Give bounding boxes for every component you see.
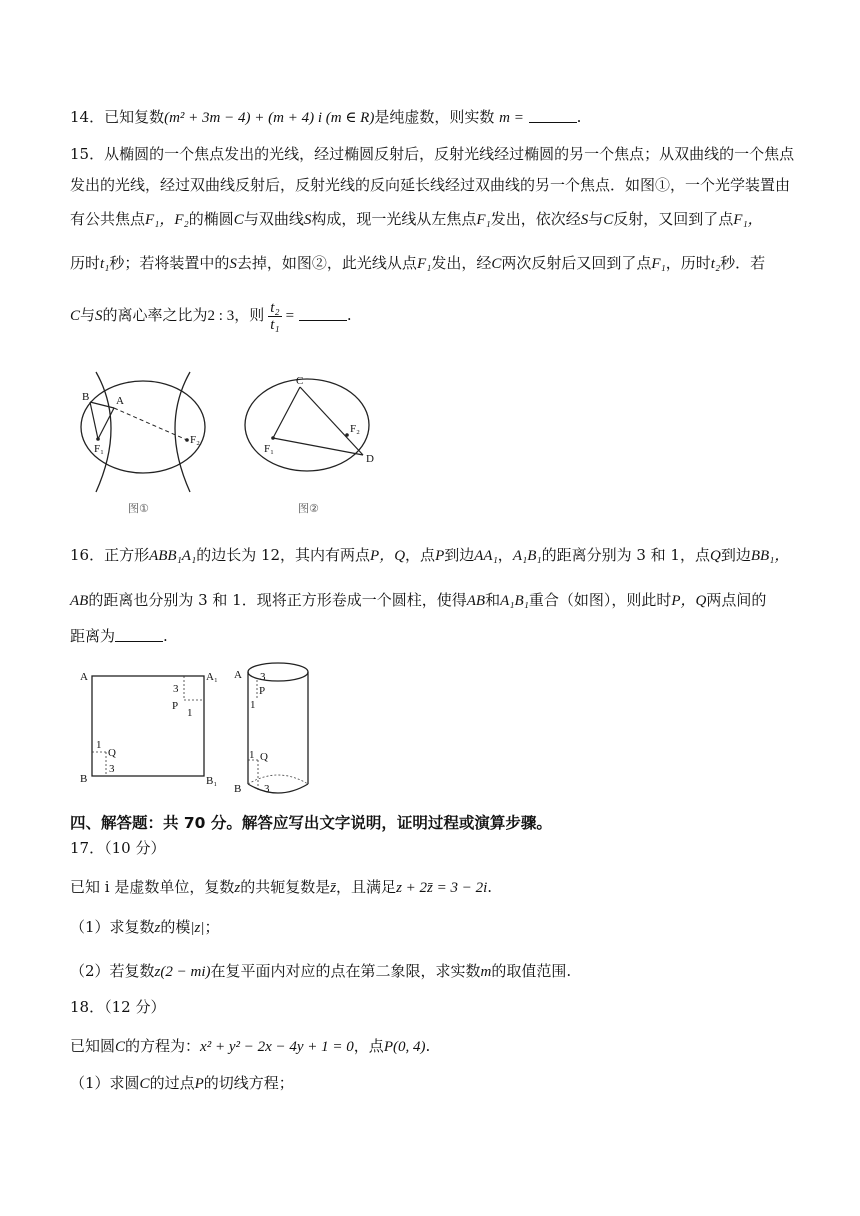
q15-text: 的离心率之比为 xyxy=(102,306,208,324)
label-a: A xyxy=(80,671,88,683)
label-b: B xyxy=(234,783,242,795)
q16-line-1 xyxy=(70,544,800,567)
q15-text: ，则 xyxy=(234,306,265,324)
q15-text: 发出，依次经 xyxy=(490,210,581,228)
q14-text-pre: 已知复数 xyxy=(104,108,165,126)
label-1-q: 1 xyxy=(96,739,102,751)
q15-text: 去掉，如图②，此光线从点 xyxy=(236,254,417,272)
label-1-p: 1 xyxy=(187,707,193,719)
q16-math: BB₁， xyxy=(750,548,790,564)
q16-math: P，Q xyxy=(671,593,707,609)
q15-equals: = xyxy=(285,308,295,324)
q16-math: AA₁ xyxy=(474,548,498,564)
q16-text: 两点间的 xyxy=(706,591,767,609)
q15-fraction xyxy=(268,300,281,333)
label-d: D xyxy=(366,453,374,465)
q15-math: F₁ xyxy=(416,256,432,272)
q14-variable: m = xyxy=(499,110,524,126)
q18-math: P(0, 4) xyxy=(383,1039,426,1055)
q17-math: m xyxy=(480,964,492,980)
q15-math: t₁ xyxy=(100,256,110,272)
q17-math: z xyxy=(234,880,241,896)
q14-expression: (m² + 3m − 4) + (m + 4) i (m ∈ R) xyxy=(164,110,375,126)
q15-line-1: 15．从椭圆的一个焦点发出的光线，经过椭圆反射后，反射光线经过椭圆的另一个焦点；从双曲线的一个焦点 xyxy=(70,145,795,163)
q15-math: S xyxy=(229,256,237,272)
label-1-p: 1 xyxy=(250,699,256,711)
label-f1: F₁ xyxy=(264,443,274,455)
q18-math: P xyxy=(194,1076,204,1092)
q15-line-4 xyxy=(70,252,800,275)
q15-math: C xyxy=(233,212,244,228)
q14-line xyxy=(70,106,800,129)
q15-math: C xyxy=(491,256,502,272)
q17-text: 的取值范围. xyxy=(491,962,572,980)
q17-math: z̄ xyxy=(330,880,337,896)
q17-text: ； xyxy=(204,918,220,936)
q15-math: F₁，F₂ xyxy=(145,212,189,228)
q18-text: . xyxy=(425,1037,431,1055)
q15-text: 有公共焦点 xyxy=(70,210,146,228)
q17-text: 在复平面内对应的点在第二象限，求实数 xyxy=(210,962,481,980)
q15-text: 两次反射后又回到了点 xyxy=(501,254,652,272)
q15-text: 与双曲线 xyxy=(243,210,304,228)
q16-end: . xyxy=(163,627,168,645)
q15-text: 与 xyxy=(80,306,96,324)
figure-16-cylinder xyxy=(228,656,328,798)
q16-math: AB xyxy=(70,593,89,609)
ray-b-f1 xyxy=(90,402,98,439)
q15-answer-blank[interactable] xyxy=(299,306,347,321)
label-q: Q xyxy=(260,751,268,763)
label-a: A xyxy=(116,395,124,407)
label-p: P xyxy=(259,685,266,697)
q15-line-5 xyxy=(70,298,800,333)
q18-text: 已知圆 xyxy=(70,1037,116,1055)
ray-a-b xyxy=(90,402,114,408)
q16-text: 到边 xyxy=(720,546,751,564)
f1-point xyxy=(271,436,275,440)
q16-text: 的边长为 12，其内有两点 xyxy=(196,546,371,564)
q16-text: 的距离分别为 3 和 1，点 xyxy=(541,546,710,564)
label-b: B xyxy=(80,773,88,785)
figure-15-1 xyxy=(74,370,214,500)
q16-text: 16．正方形 xyxy=(70,546,150,564)
fraction-denominator: t₁ xyxy=(270,316,280,333)
q15-text: 秒．若 xyxy=(720,254,766,272)
q14-number: 14． xyxy=(70,108,105,126)
q15-text: 与 xyxy=(588,210,604,228)
f1-point xyxy=(96,437,100,441)
label-q: Q xyxy=(108,747,116,759)
q16-answer-blank[interactable] xyxy=(115,627,163,642)
q15-math: F₁ xyxy=(476,212,491,228)
q15-math: C xyxy=(70,308,81,324)
q15-math: F₁， xyxy=(733,212,763,228)
label-3-q: 3 xyxy=(264,783,270,795)
q16-math: A₁B₁ xyxy=(500,593,529,609)
q15-math: S xyxy=(95,308,103,324)
q16-text: 距离为 xyxy=(70,627,116,645)
q15-math: S xyxy=(580,212,589,228)
label-3-p: 3 xyxy=(260,671,266,683)
q17-part-2 xyxy=(70,960,800,983)
figure-15-2-caption: 图② xyxy=(298,502,319,515)
q15-math: S xyxy=(303,212,312,228)
label-b1: B₁ xyxy=(206,775,218,787)
f2-point xyxy=(185,438,189,442)
q18-text: 的方程为： xyxy=(125,1037,201,1055)
q18-text: ，点 xyxy=(353,1037,384,1055)
q18-stem xyxy=(70,1035,800,1058)
label-3-q: 3 xyxy=(109,763,115,775)
q17-math: |z| xyxy=(190,920,205,936)
q16-math: P，Q xyxy=(370,548,406,564)
ray-f1-c xyxy=(273,387,300,438)
q15-math: t₂ xyxy=(710,256,721,272)
q16-math: Q xyxy=(709,548,721,564)
q16-math: A₁B₁ xyxy=(512,548,542,564)
q17-heading: 17．（10 分） xyxy=(70,839,166,857)
q18-equation: x² + y² − 2x − 4y + 1 = 0 xyxy=(200,1039,354,1055)
q17-math: z(2 − mi) xyxy=(154,964,211,980)
q17-text: （1）求复数 xyxy=(70,918,155,936)
q14-end: . xyxy=(576,108,582,126)
q15-text: 发出，经 xyxy=(431,254,492,272)
q16-text: ， xyxy=(497,546,513,564)
label-f2: F₂ xyxy=(350,423,360,435)
figure-15-2 xyxy=(240,370,380,490)
q17-stem xyxy=(70,876,800,899)
q18-text: （1）求圆 xyxy=(70,1074,140,1092)
q18-math: C xyxy=(115,1039,126,1055)
q15-text: 的椭圆 xyxy=(188,210,234,228)
q14-text-post: 是纯虚数，则实数 xyxy=(374,108,495,126)
q17-text: （2）若复数 xyxy=(70,962,155,980)
cylinder-bottom-back xyxy=(248,775,308,784)
label-f1: F₁ xyxy=(94,443,104,455)
f2-point xyxy=(345,433,349,437)
label-c: C xyxy=(296,375,304,387)
q18-heading: 18．（12 分） xyxy=(70,998,166,1016)
q18-text: 的切线方程； xyxy=(203,1074,294,1092)
label-b: B xyxy=(82,391,90,403)
q15-math: F₁ xyxy=(651,256,666,272)
q16-math: ABB₁A₁ xyxy=(149,548,197,564)
label-f2: F₂ xyxy=(190,434,200,446)
q15-end: . xyxy=(346,306,352,324)
square-abb1a1 xyxy=(92,676,204,776)
q15-ratio: 2 : 3 xyxy=(207,308,235,324)
hyperbola-left-branch xyxy=(96,372,111,492)
q18-part-1 xyxy=(70,1072,800,1095)
q16-text: 和 xyxy=(485,591,501,609)
q14-answer-blank[interactable] xyxy=(529,108,577,123)
q17-text: 已知 i 是虚数单位，复数 xyxy=(70,878,235,896)
q16-line-3 xyxy=(70,625,800,647)
q15-line-2: 发出的光线，经过双曲线反射后，反射光线的反向延长线经过双曲线的另一个焦点．如图①，一个光学装置由 xyxy=(70,176,791,194)
cylinder-bottom-front xyxy=(248,784,308,793)
q16-text: 的距离也分别为 3 和 1．现将正方形卷成一个圆柱，使得 xyxy=(88,591,467,609)
label-a: A xyxy=(234,669,242,681)
hyperbola-right-branch xyxy=(175,372,190,492)
label-a1: A₁ xyxy=(206,671,218,683)
q15-text: 历时 xyxy=(70,254,101,272)
q17-text: 的模 xyxy=(160,918,191,936)
q15-line-3 xyxy=(70,208,800,231)
q16-text: 到边 xyxy=(444,546,475,564)
label-1-q: 1 xyxy=(249,749,255,761)
q17-text: . xyxy=(487,878,493,896)
q15-math: C xyxy=(603,212,614,228)
q15-text: 秒；若将装置中的 xyxy=(109,254,230,272)
q16-math: P xyxy=(435,548,445,564)
section-4-heading: 四、解答题：共 70 分。解答应写出文字说明，证明过程或演算步骤。 xyxy=(70,814,552,832)
q16-math: AB xyxy=(466,593,486,609)
q17-text: ，且满足 xyxy=(336,878,397,896)
q18-math: C xyxy=(139,1076,150,1092)
ray-f1-a xyxy=(98,408,114,439)
q17-part-1 xyxy=(70,916,800,939)
q16-text: ，点 xyxy=(405,546,436,564)
q15-text: 反射，又回到了点 xyxy=(613,210,734,228)
fraction-numerator: t₂ xyxy=(270,299,280,316)
label-p: P xyxy=(172,700,179,712)
cylinder-top xyxy=(248,663,308,681)
ellipse-c xyxy=(81,381,205,473)
q17-math: z xyxy=(154,920,161,936)
q16-text: 重合（如图），则此时 xyxy=(528,591,672,609)
q15-text: ，历时 xyxy=(665,254,711,272)
q17-equation: z + 2z̄ = 3 − 2i xyxy=(396,880,488,896)
figure-16-square xyxy=(74,664,224,794)
q17-text: 的共轭复数是 xyxy=(240,878,331,896)
q18-text: 的过点 xyxy=(149,1074,195,1092)
q16-line-2 xyxy=(70,589,800,612)
label-3-p: 3 xyxy=(173,683,179,695)
figure-15-1-caption: 图① xyxy=(128,502,149,515)
q15-text: 构成，现一光线从左焦点 xyxy=(311,210,477,228)
